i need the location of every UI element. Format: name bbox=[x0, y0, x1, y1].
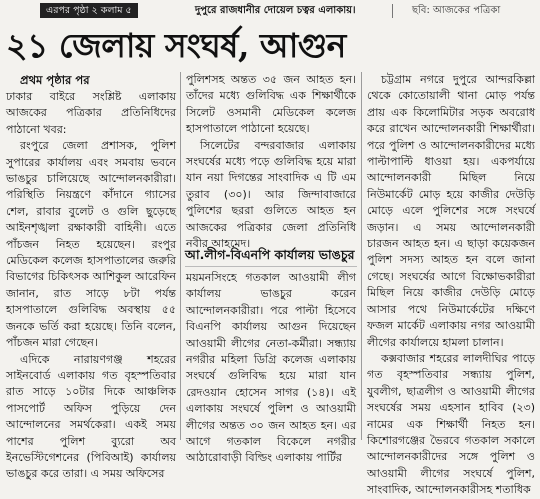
article-column-1 bbox=[6, 72, 176, 481]
caption-divider bbox=[392, 4, 393, 18]
paragraph: ময়মনসিংহে গতকাল আওয়ামী লীগ কার্যালয় ভাঙচুর করেন আন্দোলনকারীরা। পরে পাল্টা হিসেবে বিএনপি কার্যালয় আগুন দিয়েছেন আওয়ামী লীগের নেতা-কর্মীরা। সন্ধ্যায় নগরীর মহিলা ডিগ্রি কলেজ এলাকায় সংঘর্ষে গুলিবিদ্ধ হয়ে মারা যান রেদওয়ান হোসেন সাগর (১৪)। এই এলাকায় সংঘর্ষে পুলিশ ও আওয়ামী লীগের অন্তত ৩০ জন আহত হন। এর আগে গতকাল বিকেলে নগরীর আঠারোবাড়ী বিল্ডিং এলাকায় পার্টির bbox=[186, 271, 356, 465]
column-rule bbox=[180, 72, 181, 440]
paragraph: পুলিশসহ অন্তত ৩৫ জন আহত হন। তাঁদের মধ্যে গুলিবিদ্ধ এক শিক্ষার্থীকে সিলেট ওসমানী মেডিকেল কলেজ হাসপাতালে পাঠানো হয়েছে। bbox=[186, 73, 356, 136]
paragraph: ঢাকার বাইরে সংশ্লিষ্ট এলাকায় আজকের পত্রিকার প্রতিনিধিদের পাঠানো খবর: bbox=[6, 90, 176, 136]
article-column-3 bbox=[367, 72, 535, 497]
continuation-kicker: প্রথম পৃষ্ঠার পর bbox=[20, 73, 90, 87]
paragraph: চট্টগ্রাম নগরে দুপুরে আন্দরকিল্লা থেকে কোতোয়ালী থানা মোড় পর্যন্ত প্রায় এক কিলোমিটার সড়ক অবরোধ করে রাখেন আন্দোলনকারী শিক্ষার্থীরা। পরে পুলিশ ও আন্দোলনকারীদের মধ্যে পাল্টাপাল্টি ধাওয়া হয়। একপর্যায়ে আন্দোলনকারী মিছিল নিয়ে নিউমার্কেট মোড় হয়ে কাজীর দেউড়ি মোড়ে এলে পুলিশের সঙ্গে সংঘর্ষে জড়ান। এ সময় আন্দোলনকারী চারজন আহত হন। এ ছাড়া কয়েকজন পুলিশ সদস্য আহত হন বলে জানা গেছে। সংঘর্ষের আগে বিক্ষোভকারীরা মিছিল নিয়ে কাজীর দেউড়ি মোড়ে আসার পথে নিউমার্কেটের দক্ষিণে ফজল মার্কেট এলাকায় নগর আওয়ামী লীগের কার্যালয়ে হামলা চালান। bbox=[367, 73, 535, 349]
article-column-2 bbox=[186, 72, 356, 251]
paragraph: এদিকে নারায়ণগঞ্জ শহরের সাইনবোর্ড এলাকায় গত বৃহস্পতিবার রাত সাড়ে ১০টার দিকে আঞ্চলিক পাসপোর্ট অফিস পুড়িয়ে দেন আন্দোলনের সমর্থকেরা। একই সময় পাশের পুলিশ ব্যুরো অব ইনভেস্টিগেশনের (পিবিআই) কার্যালয় ভাঙচুর করে তারা। এ সময় অফিসের bbox=[6, 352, 176, 481]
paragraph: রংপুরে জেলা প্রশাসক, পুলিশ সুপারের কার্যালয় এবং সমবায় ভবনে ভাঙচুর চালিয়েছে আন্দোলনকারীরা। পরিস্থিতি নিয়ন্ত্রণে কাঁদানে গ্যাসের শেল, রাবার বুলেট ও গুলি ছুড়েছে আইনশৃঙ্খলা রক্ষাকারী বাহিনী। এতে পাঁচজন নিহত হয়েছেন। রংপুর মেডিকেল কলেজ হাসপাতালের জরুরি বিভাগের চিকিৎসক আশিকুল আরেফিন জানান, রাত সাড়ে ৮টা পর্যন্ত হাসপাতালে গুলিবিদ্ধ অবস্থায় ৫৫ জনকে ভর্তি করা হয়েছে। তিনি বলেন, পাঁচজন মারা গেছেন। bbox=[6, 139, 176, 350]
subheading: আ.লীগ-বিএনপি কার্যালয় ভাঙচুর bbox=[185, 244, 357, 267]
article-column-2-lower bbox=[186, 270, 356, 465]
column-rule bbox=[361, 72, 362, 440]
continuation-note: এরপর পৃষ্ঠা ২ কলাম ৫ bbox=[40, 3, 138, 18]
photo-credit: ছবি: আজকের পত্রিকা bbox=[412, 5, 501, 16]
paragraph: কক্সবাজার শহরের লালদীঘির পাড়ে গত বৃহস্পতিবার সন্ধ্যায় পুলিশ, যুবলীগ, ছাত্রলীগ ও আওয়ামী লীগের সংঘর্ষের সময় এহসান হাবিব (২৩) নামের এক শিক্ষার্থী নিহত হন। কিশোরগঞ্জের ভৈরবে গতকাল সকালে আন্দোলনকারীদের সঙ্গে পুলিশ ও আওয়ামী লীগের সংঘর্ষে পুলিশ, সাংবাদিক, আন্দোলনকারীসহ শতাধিক bbox=[367, 351, 535, 497]
photo-caption: দুপুরে রাজধানীর দোয়েল চত্বর এলাকায়। bbox=[195, 5, 356, 16]
headline: ২১ জেলায় সংঘর্ষ, আগুন bbox=[6, 26, 346, 65]
paragraph: সিলেটের বন্দরবাজার এলাকায় সংঘর্ষের মধ্যে পড়ে গুলিবিদ্ধ হয়ে মারা যান নয়া দিগন্তের সাংবাদিক এ টি এম তুরাব (৩০)। আর জিন্দাবাজারে পুলিশের ছররা গুলিতে আহত হন আজকের পত্রিকার জেলা প্রতিনিধি নবীর আহমেদ। bbox=[186, 138, 356, 251]
top-strip bbox=[0, 0, 540, 22]
